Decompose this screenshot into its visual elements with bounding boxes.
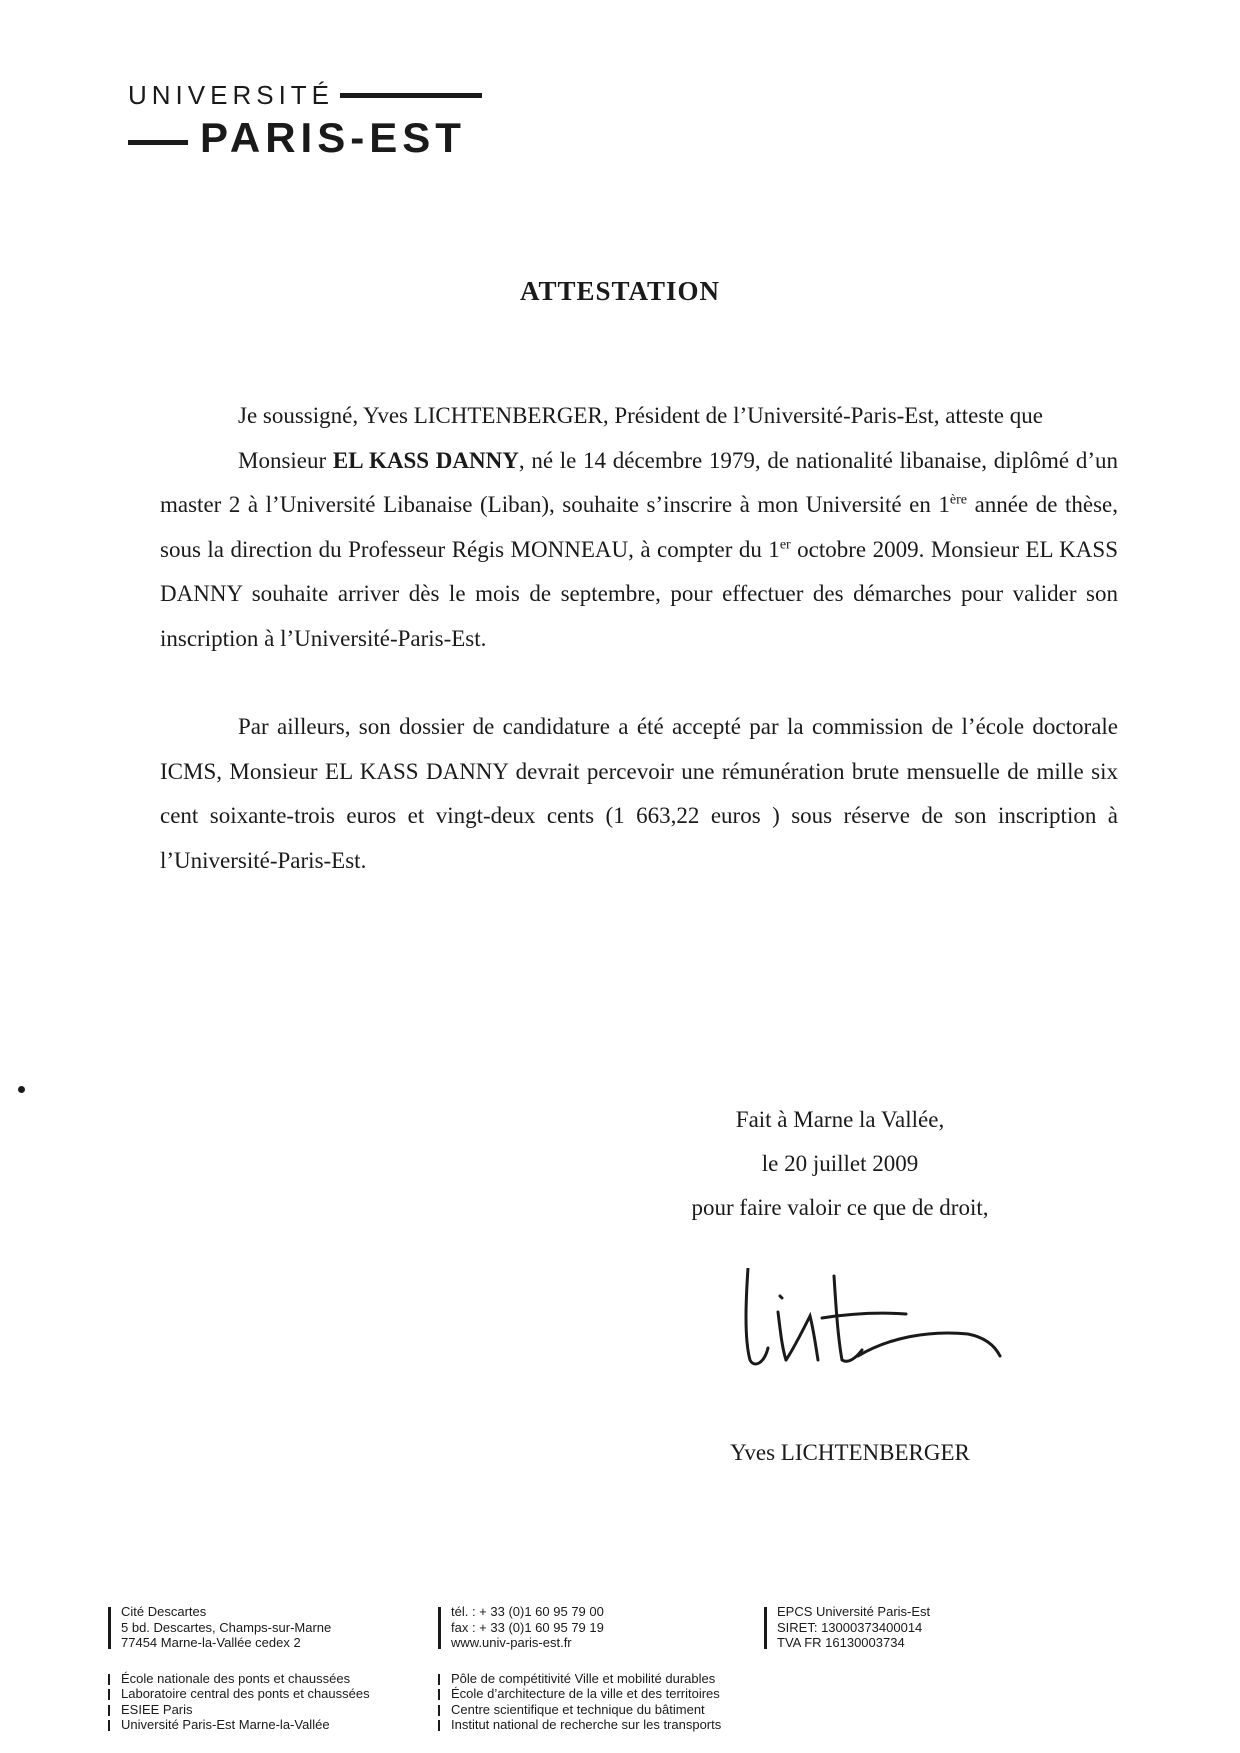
member-item: ESIEE Paris <box>108 1702 428 1718</box>
scan-dot <box>18 1086 25 1093</box>
footer-legal <box>764 1604 1084 1651</box>
footer-contact-column <box>438 1604 778 1733</box>
superscript: ère <box>949 492 968 508</box>
phone-line: tél. : + 33 (0)1 60 95 79 00 <box>451 1604 604 1619</box>
footer-address-column <box>108 1604 428 1733</box>
paragraph-remuneration: Par ailleurs, son dossier de candidature a été accepté par la commission de l’école doctorale ICMS, Monsieur EL KASS DANNY devrait percevoir une rémunération brute mensuelle de mille six cent soixante-trois euros et vingt-deux cents (1 663,22 euros ) sous réserve de son inscription à l’Université-Paris-Est. <box>160 714 1118 873</box>
legal-line: EPCS Université Paris-Est <box>777 1604 931 1619</box>
logo-bar-bottom <box>128 140 188 145</box>
text-segment: Monsieur <box>238 447 333 473</box>
document-title: ATTESTATION <box>519 276 721 306</box>
member-item: Pôle de compétitivité Ville et mobilité durables <box>438 1671 778 1687</box>
footer-address <box>108 1604 428 1651</box>
footer-legal-column <box>764 1604 1084 1651</box>
text-segment: , né le 14 décembre 1979, de nationalité libanaise, diplômé d’un master 2 à l’Université Libanaise (Liban), souhaite s’inscrire à mon Université en 1 <box>160 447 1118 517</box>
member-item: Institut national de recherche sur les transports <box>438 1717 778 1733</box>
paragraph-main <box>160 439 1118 662</box>
address-line: 5 bd. Descartes, Champs-sur-Marne <box>121 1619 332 1635</box>
footer-contact <box>438 1604 778 1651</box>
document-body <box>160 394 1118 883</box>
address-line: 77454 Marne-la-Vallée cedex 2 <box>121 1635 301 1650</box>
member-item: École nationale des ponts et chaussées <box>108 1671 428 1687</box>
handwritten-signature <box>738 1268 1008 1378</box>
member-item: Université Paris-Est Marne-la-Vallée <box>108 1717 428 1733</box>
logo-text-universite: UNIVERSITÉ <box>128 80 335 110</box>
closing-line: pour faire valoir ce que de droit, <box>691 1195 989 1220</box>
logo-text-paris-est: PARIS-EST <box>200 114 466 161</box>
footer-members-left <box>108 1671 428 1733</box>
place-line: Fait à Marne la Vallée, <box>735 1107 945 1132</box>
legal-line: TVA FR 16130003734 <box>777 1635 905 1650</box>
date-line: le 20 juillet 2009 <box>761 1151 919 1176</box>
member-item: École d’architecture de la ville et des territoires <box>438 1686 778 1702</box>
text-segment: année de thèse, sous la direction du Professeur Régis MONNEAU, à compter du 1 <box>160 492 1119 562</box>
superscript: er <box>779 536 791 552</box>
legal-line: SIRET: 13000373400014 <box>777 1619 923 1635</box>
member-item: Centre scientifique et technique du bâtiment <box>438 1702 778 1718</box>
text-segment: octobre 2009. Monsieur EL KASS DANNY souhaite arriver dès le mois de septembre, pour effectuer des démarches pour valider son inscription à l’Université-Paris-Est. <box>160 536 1118 651</box>
footer-members-right <box>438 1671 778 1733</box>
signature-block <box>640 1098 1040 1230</box>
university-logo <box>128 80 498 160</box>
logo-bar-top <box>340 93 482 98</box>
candidate-name: EL KASS DANNY <box>332 447 519 473</box>
member-item: Laboratoire central des ponts et chaussées <box>108 1686 428 1702</box>
paragraph-intro: Je soussigné, Yves LICHTENBERGER, Président de l’Université-Paris-Est, atteste que <box>238 403 1043 428</box>
address-line: Cité Descartes <box>121 1604 207 1619</box>
website-link[interactable]: www.univ-paris-est.fr <box>451 1635 572 1650</box>
footer <box>108 1604 1208 1749</box>
fax-line: fax : + 33 (0)1 60 95 79 19 <box>451 1619 604 1635</box>
signer-name: Yves LICHTENBERGER <box>730 1440 970 1465</box>
